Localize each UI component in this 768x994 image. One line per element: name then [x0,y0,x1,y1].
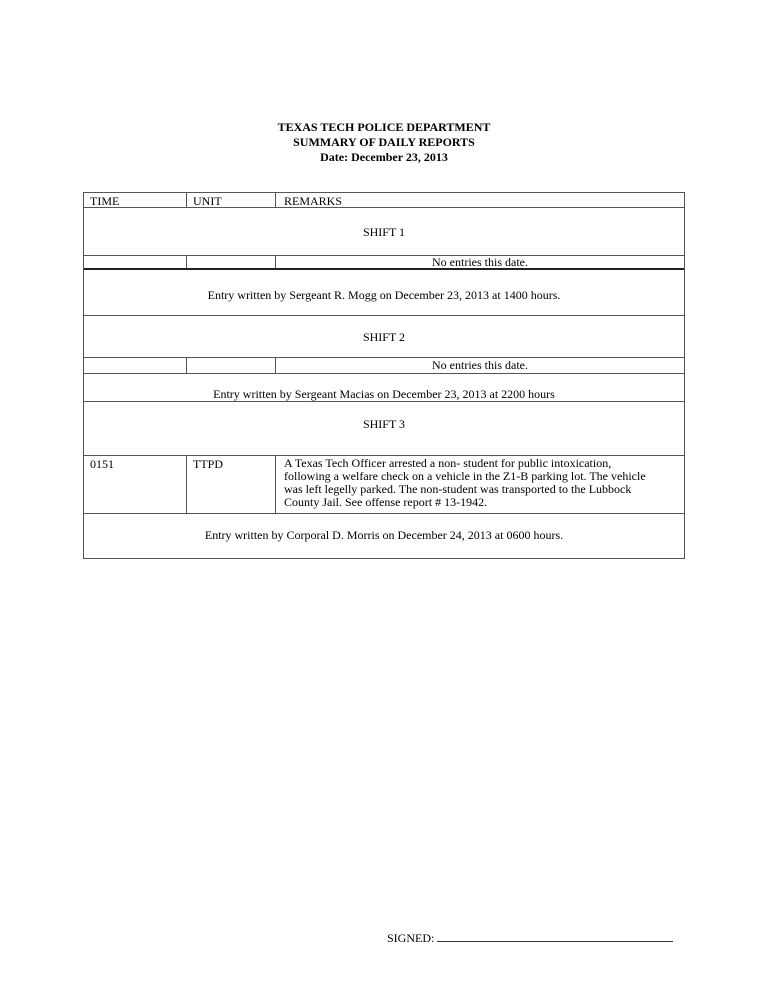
signature-label: SIGNED: [387,931,435,945]
shift-3-footer-row [84,514,684,558]
report-date: Date: December 23, 2013 [320,150,448,164]
shift-1-title-row [84,208,684,256]
shift-3-title-row [84,402,684,456]
remarks-line: A Texas Tech Officer arrested a non- student for public intoxication, [284,456,612,470]
shift-2-entry-row [84,358,684,374]
signature-block [387,930,673,946]
shift-3-footer: Entry written by Corporal D. Morris on December 24, 2013 at 0600 hours. [204,528,564,542]
signature-line [437,930,673,942]
remarks-line: following a welfare check on a vehicle in the Z1-B parking lot. The vehicle [284,469,646,483]
shift-2-footer: Entry written by Sergeant Macias on December 23, 2013 at 2200 hours [213,387,555,401]
entry-time: 0151 [90,457,114,471]
remarks-line: was left legelly parked. The non-student was transported to the Lubbock [284,482,632,496]
shift-1-entry-row [84,256,684,270]
shift-1-title: SHIFT 1 [362,225,406,239]
entry-remarks [284,457,676,509]
shift-2-title: SHIFT 2 [362,330,406,344]
department-title: TEXAS TECH POLICE DEPARTMENT [277,120,491,134]
shift-2-footer-row [84,374,684,402]
shift-3-entry-row [84,456,684,514]
shift-1-footer: Entry written by Sergeant R. Mogg on December 23, 2013 at 1400 hours. [207,288,561,302]
report-header [0,120,768,165]
shift-1-footer-row [84,270,684,316]
entry-unit: TTPD [193,457,223,471]
shift-3-title: SHIFT 3 [362,417,406,431]
time-column-header: TIME [90,194,120,208]
remarks-line: County Jail. See offense report # 13-1942. [284,495,488,509]
shift-1-entry: No entries this date. [432,255,528,269]
shift-2-entry: No entries this date. [432,358,528,372]
unit-column-header: UNIT [193,194,222,208]
shift-2-title-row [84,316,684,358]
remarks-column-header: REMARKS [284,194,343,208]
report-title: SUMMARY OF DAILY REPORTS [293,135,475,149]
daily-report-table [83,192,685,559]
column-header-row [84,193,684,208]
